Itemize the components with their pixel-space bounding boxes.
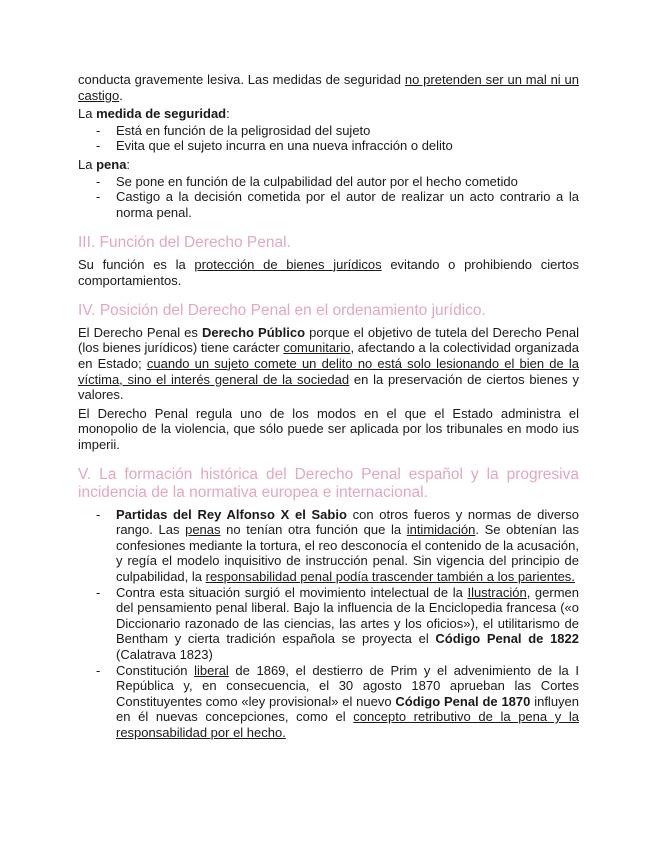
- underlined-text: responsabilidad penal podía trascender también a los parientes.: [205, 569, 575, 585]
- list-item: - Contra esta situación surgió el movimiento intelectual de la Ilustración, germen del pensamiento penal liberal. Bajo la influencia de la Enciclopedia francesa («o Diccionario razonado de las ciencias, las artes y los oficios»), el utilitarismo de Bentham y cierta tradición española se proyecta el Código Penal de 1822 (Calatrava 1823): [78, 585, 579, 663]
- document-page: [78, 72, 579, 741]
- intro-paragraph: conducta gravemente lesiva. Las medidas de seguridad no pretenden ser un mal ni un castigo.: [78, 72, 579, 103]
- underlined-text: penas: [185, 522, 221, 538]
- section-4-heading: IV. Posición del Derecho Penal en el ordenamiento jurídico.: [78, 302, 486, 320]
- pena-list: [78, 174, 579, 221]
- underlined-text: no pretenden ser un mal ni un castigo: [78, 72, 579, 103]
- underlined-text: concepto retributivo de la pena y la responsabilidad por el hecho.: [116, 709, 579, 740]
- medida-label: La medida de seguridad:: [78, 106, 230, 122]
- underlined-text: liberal: [194, 662, 229, 678]
- section-3-paragraph: Su función es la protección de bienes jurídicos evitando o prohibiendo ciertos comportamientos.: [78, 256, 579, 288]
- underlined-text: intimidación: [406, 522, 476, 538]
- underlined-text: comunitario: [283, 340, 351, 356]
- section-4-paragraph-1: El Derecho Penal es Derecho Público porque el objetivo de tutela del Derecho Penal (los bienes jurídicos) tiene carácter comunitario, afectando a la colectividad organizada en Estado; cuando un sujeto comete un delito no está solo lesionando el bien de la víctima, sino el interés general de la sociedad en la preservación de ciertos bienes y valores.: [78, 324, 580, 403]
- section-3-heading: III. Función del Derecho Penal.: [78, 234, 291, 252]
- medida-list: [78, 123, 579, 154]
- list-item: - Está en función de la peligrosidad del sujeto: [78, 123, 579, 139]
- section-5-list: [78, 507, 579, 741]
- list-item: - Se pone en función de la culpabilidad del autor por el hecho cometido: [78, 174, 579, 190]
- section-5-heading: V. La formación histórica del Derecho Penal español y la progresiva incidencia de la normativa europea e internacional.: [78, 466, 579, 502]
- underlined-text: protección de bienes jurídicos: [194, 256, 382, 272]
- list-item: - Evita que el sujeto incurra en una nueva infracción o delito: [78, 138, 579, 154]
- list-item: - Constitución liberal de 1869, el destierro de Prim y el advenimiento de la I República y, en consecuencia, el 30 agosto 1870 aprueban las Cortes Constituyentes como «ley provisional» el nuevo Código Penal de 1870 influyen en él nuevas concepciones, como el concepto retributivo de la pena y la responsabilidad por el hecho.: [78, 663, 579, 741]
- list-item: - Castigo a la decisión cometida por el autor de realizar un acto contrario a la norma penal.: [78, 189, 579, 220]
- section-4-paragraph-2: El Derecho Penal regula uno de los modos en el que el Estado administra el monopolio de la violencia, que sólo puede ser aplicada por los tribunales en modo ius imperii.: [78, 405, 579, 452]
- pena-label: La pena:: [78, 156, 131, 172]
- underlined-text: Ilustración: [467, 584, 527, 600]
- list-item: - Partidas del Rey Alfonso X el Sabio con otros fueros y normas de diverso rango. Las penas no tenían otra función que la intimidación. Se obtenían las confesiones mediante la tortura, el reo desconocía el contenido de la acusación, y regía el modelo inquisitivo de instrucción penal. Sin vigencia del principio de culpabilidad, la responsabilidad penal podía trascender también a los parientes.: [78, 507, 579, 585]
- underlined-text: cuando un sujeto comete un delito no está solo lesionando el bien de la víctima, sino el interés general de la sociedad: [78, 355, 579, 387]
